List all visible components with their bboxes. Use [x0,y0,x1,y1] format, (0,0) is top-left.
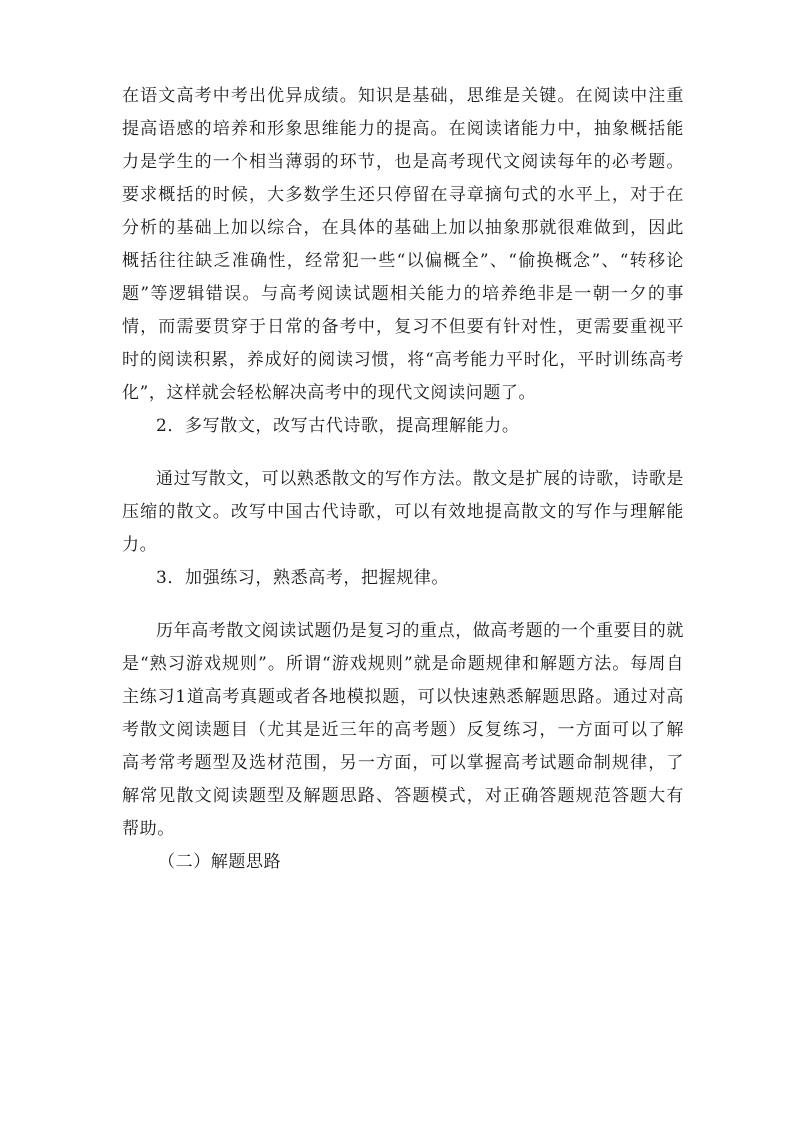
section-heading-solving-approach: （二）解题思路 [158,852,282,872]
paragraph-continued: 在语文高考中考出优异成绩。知识是基础，思维是关键。在阅读中注重提高语感的培养和形象思维能力的提高。在阅读诸能力中，抽象概括能力是学生的一个相当薄弱的环节，也是高考现代文阅读每年的必考题。要求概括的时候，大多数学生还只停留在寻章摘句式的水平上，对于在分析的基础上加以综合，在具体的基础上加以抽象那就很难做到，因此概括往往缺乏准确性，经常犯一些“以偏概全”、“偷换概念”、“转移论题”等逻辑错误。与高考阅读试题相关能力的培养绝非是一朝一夕的事情，而需要贯穿于日常的备考中，复习不但要有针对性，更需要重视平时的阅读积累，养成好的阅读习惯，将“高考能力平时化，平时训练高考化”，这样就会轻松解决高考中的现代文阅读问题了。 [122,86,684,403]
paragraph-writing-prose: 通过写散文，可以熟悉散文的写作方法。散文是扩展的诗歌，诗歌是压缩的散文。改写中国古代诗歌，可以有效地提高散文的写作与理解能力。 [122,469,684,555]
paragraph-practice: 历年高考散文阅读试题仍是复习的重点，做高考题的一个重要目的就是“熟习游戏规则”。所谓“游戏规则”就是命题规律和解题方法。每周自主练习1道高考真题或者各地模拟题，可以快速熟悉解题思路。通过对高考散文阅读题目（尤其是近三年的高考题）反复练习，一方面可以了解高考常考题型及选材范围，另一方面，可以掌握高考试题命制规律，了解常见散文阅读题型及解题思路、答题模式，对正确答题规范答题大有帮助。 [122,621,684,839]
section-heading-2: 2．多写散文，改写古代诗歌，提高理解能力。 [156,416,520,436]
section-heading-3: 3．加强练习，熟悉高考，把握规律。 [156,568,450,588]
